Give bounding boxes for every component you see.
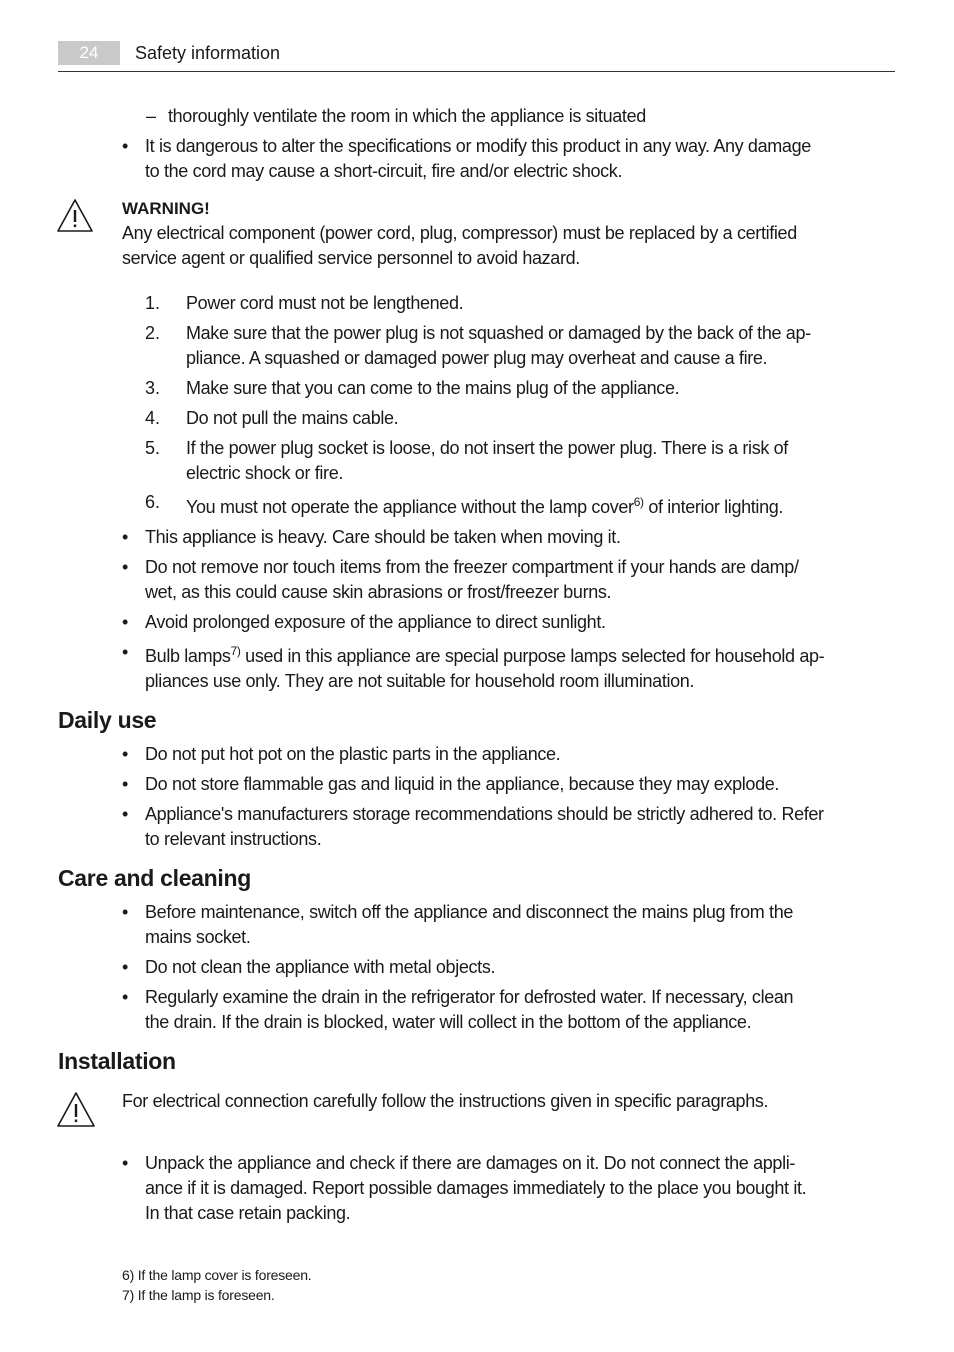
warning-text: service agent or qualified service personnel to avoid hazard. bbox=[122, 248, 580, 268]
bullet-text: Unpack the appliance and check if there are damages on it. Do not connect the appli- bbox=[145, 1153, 796, 1173]
bullet-text: In that case retain packing. bbox=[145, 1203, 351, 1223]
bullet-text: Appliance's manufacturers storage recommendations should be strictly adhered to. Refer bbox=[145, 804, 824, 824]
bullet-dot-icon: • bbox=[122, 557, 129, 577]
footnote: 7) If the lamp is foreseen. bbox=[122, 1287, 275, 1303]
bullet-dot-icon: • bbox=[122, 527, 129, 547]
bullet-text: wet, as this could cause skin abrasions or frost/freezer burns. bbox=[145, 582, 612, 602]
bullet-dot-icon: • bbox=[122, 987, 129, 1007]
list-item: electric shock or fire. bbox=[186, 463, 344, 483]
section-heading-care-cleaning: Care and cleaning bbox=[58, 865, 252, 891]
bullet-text: the drain. If the drain is blocked, water will collect in the bottom of the appliance. bbox=[145, 1012, 752, 1032]
section-heading-daily-use: Daily use bbox=[58, 707, 157, 733]
bullet-text: Regularly examine the drain in the refrigerator for defrosted water. If necessary, clean bbox=[145, 987, 794, 1007]
warning-text: For electrical connection carefully follow the instructions given in specific paragraphs. bbox=[122, 1091, 769, 1111]
bullet-dot-icon: • bbox=[122, 1153, 129, 1173]
section-title: Safety information bbox=[135, 43, 281, 63]
list-number: 4. bbox=[145, 408, 161, 428]
bullet-text: mains socket. bbox=[145, 927, 251, 947]
page-number: 24 bbox=[58, 41, 120, 65]
bullet-text: Bulb lamps$^{7)}$ used in this appliance are special purpose lamps selected for household ap- bbox=[145, 644, 825, 666]
bullet-text: Before maintenance, switch off the appliance and disconnect the mains plug from the bbox=[145, 902, 794, 922]
bullet-text: pliances use only. They are not suitable for household room illumination. bbox=[145, 671, 695, 691]
warning-triangle-icon bbox=[56, 198, 94, 234]
bullet-text: Do not store flammable gas and liquid in the appliance, because they may explode. bbox=[145, 774, 780, 794]
warning-label: WARNING! bbox=[122, 199, 210, 218]
list-item: pliance. A squashed or damaged power plug may overheat and cause a fire. bbox=[186, 348, 768, 368]
footnote: 6) If the lamp cover is foreseen. bbox=[122, 1267, 312, 1283]
bullet-text: Do not put hot pot on the plastic parts in the appliance. bbox=[145, 744, 561, 764]
section-heading-installation: Installation bbox=[58, 1048, 176, 1074]
list-number: 3. bbox=[145, 378, 161, 398]
list-item: Make sure that the power plug is not squashed or damaged by the back of the ap- bbox=[186, 323, 811, 343]
list-item: You must not operate the appliance without the lamp cover$^{6)}$ of interior lighting. bbox=[186, 495, 784, 517]
warning-text: Any electrical component (power cord, plug, compressor) must be replaced by a certified bbox=[122, 223, 797, 243]
list-item: Make sure that you can come to the mains plug of the appliance. bbox=[186, 378, 680, 398]
bullet-dot-icon: • bbox=[122, 612, 129, 632]
footnote-ref: 7) bbox=[230, 644, 241, 658]
list-number: 6. bbox=[145, 492, 161, 512]
bullet-dot-icon: • bbox=[122, 642, 129, 662]
bullet-text: Do not remove nor touch items from the freezer compartment if your hands are damp/ bbox=[145, 557, 799, 577]
bullet-text: Do not clean the appliance with metal objects. bbox=[145, 957, 496, 977]
bullet-text: to relevant instructions. bbox=[145, 829, 322, 849]
bullet-text: Avoid prolonged exposure of the appliance to direct sunlight. bbox=[145, 612, 606, 632]
bullet-text: It is dangerous to alter the specifications or modify this product in any way. Any damage bbox=[145, 136, 811, 156]
bullet-text: ance if it is damaged. Report possible damages immediately to the place you bought it. bbox=[145, 1178, 807, 1198]
page-header bbox=[58, 40, 895, 72]
bullet-dot-icon: • bbox=[122, 957, 129, 977]
list-number: 5. bbox=[145, 438, 161, 458]
list-item: If the power plug socket is loose, do not insert the power plug. There is a risk of bbox=[186, 438, 788, 458]
bullet-text: This appliance is heavy. Care should be taken when moving it. bbox=[145, 527, 621, 547]
bullet-text: to the cord may cause a short-circuit, fire and/or electric shock. bbox=[145, 161, 623, 181]
list-item: Do not pull the mains cable. bbox=[186, 408, 399, 428]
bullet-dot-icon: • bbox=[122, 744, 129, 764]
list-item: Power cord must not be lengthened. bbox=[186, 293, 464, 313]
warning-triangle-icon bbox=[56, 1091, 96, 1129]
bullet-dot-icon: • bbox=[122, 902, 129, 922]
list-number: 2. bbox=[145, 323, 161, 343]
dash-item-text: thoroughly ventilate the room in which the appliance is situated bbox=[168, 106, 646, 126]
dash-marker: – bbox=[146, 106, 157, 126]
bullet-dot-icon: • bbox=[122, 774, 129, 794]
list-number: 1. bbox=[145, 293, 161, 313]
footnote-ref: 6) bbox=[633, 495, 644, 509]
bullet-dot-icon: • bbox=[122, 136, 129, 156]
bullet-dot-icon: • bbox=[122, 804, 129, 824]
